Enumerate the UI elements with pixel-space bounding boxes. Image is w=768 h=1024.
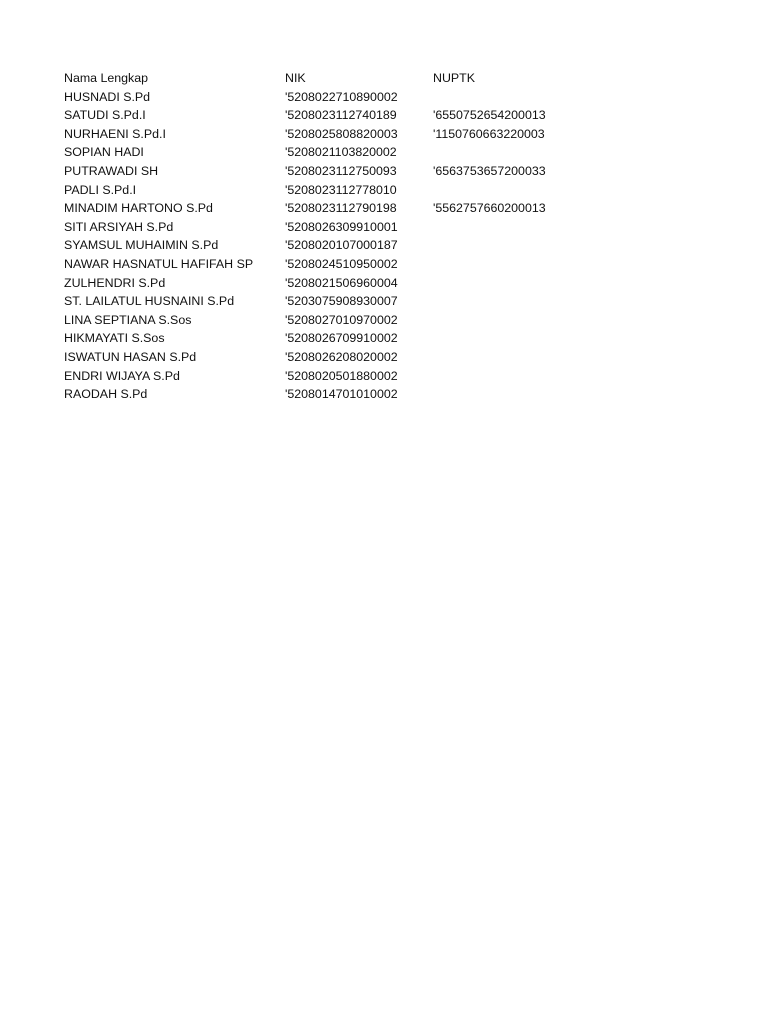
cell-nik: '5208022710890002 [285,89,398,104]
cell-name: ENDRI WIJAYA S.Pd [64,368,180,383]
table-row [64,236,563,255]
cell-nik: '5208025808820003 [285,126,398,141]
cell-name: MINADIM HARTONO S.Pd [64,201,213,216]
cell-name: SYAMSUL MUHAIMIN S.Pd [64,238,219,253]
cell-nik: '5208021506960004 [285,275,398,290]
cell-nik: '5208023112740189 [285,108,397,123]
cell-name: SITI ARSIYAH S.Pd [64,219,174,234]
cell-name: ISWATUN HASAN S.Pd [64,349,197,364]
table-row [64,348,563,367]
cell-nik: '5208014701010002 [285,387,398,402]
cell-name: HUSNADI S.Pd [64,89,151,104]
cell-nik: '5208027010970002 [285,312,398,327]
cell-nik: '5208020501880002 [285,368,398,383]
table-row [64,274,563,293]
cell-name: PADLI S.Pd.I [64,182,137,197]
table-row [64,311,563,330]
table-row [64,88,563,107]
column-header-nik: NIK [285,71,306,85]
cell-nik: '5208023112778010 [285,182,397,197]
cell-nuptk: '6563753657200033 [433,163,546,178]
cell-name: ST. LAILATUL HUSNAINI S.Pd [64,294,235,309]
cell-name: PUTRAWADI SH [64,163,159,178]
table-row [64,385,563,404]
cell-name: LINA SEPTIANA S.Sos [64,312,192,327]
cell-nik: '5208026709910002 [285,331,398,346]
table-row [64,367,563,386]
cell-nik: '5208020107000187 [285,238,398,253]
cell-nik: '5203075908930007 [285,294,398,309]
table-row [64,292,563,311]
cell-nik: '5208026208020002 [285,349,398,364]
cell-nik: '5208024510950002 [285,256,398,271]
cell-nuptk: '6550752654200013 [433,108,546,123]
table-row [64,255,563,274]
table-row [64,329,563,348]
cell-nik: '5208023112750093 [285,163,397,178]
table-row [64,218,563,237]
table-row [64,143,563,162]
table-row [64,106,563,125]
table-row [64,162,563,181]
table-row [64,199,563,218]
cell-name: ZULHENDRI S.Pd [64,275,166,290]
cell-name: HIKMAYATI S.Sos [64,331,165,346]
column-header-nuptk: NUPTK [433,71,475,85]
data-table [64,69,563,404]
table-header-row [64,69,563,88]
cell-nik: '5208021103820002 [285,145,397,160]
table-row [64,181,563,200]
cell-name: SOPIAN HADI [64,145,144,160]
cell-name: NAWAR HASNATUL HAFIFAH SP [64,256,254,271]
table-body [64,88,563,404]
cell-nuptk: '1150760663220003 [433,126,545,141]
cell-nik: '5208026309910001 [285,219,398,234]
cell-nik: '5208023112790198 [285,201,397,216]
cell-name: SATUDI S.Pd.I [64,108,146,123]
cell-name: RAODAH S.Pd [64,387,148,402]
table-row [64,125,563,144]
cell-nuptk: '5562757660200013 [433,201,546,216]
cell-name: NURHAENI S.Pd.I [64,126,166,141]
column-header-name: Nama Lengkap [64,71,149,85]
